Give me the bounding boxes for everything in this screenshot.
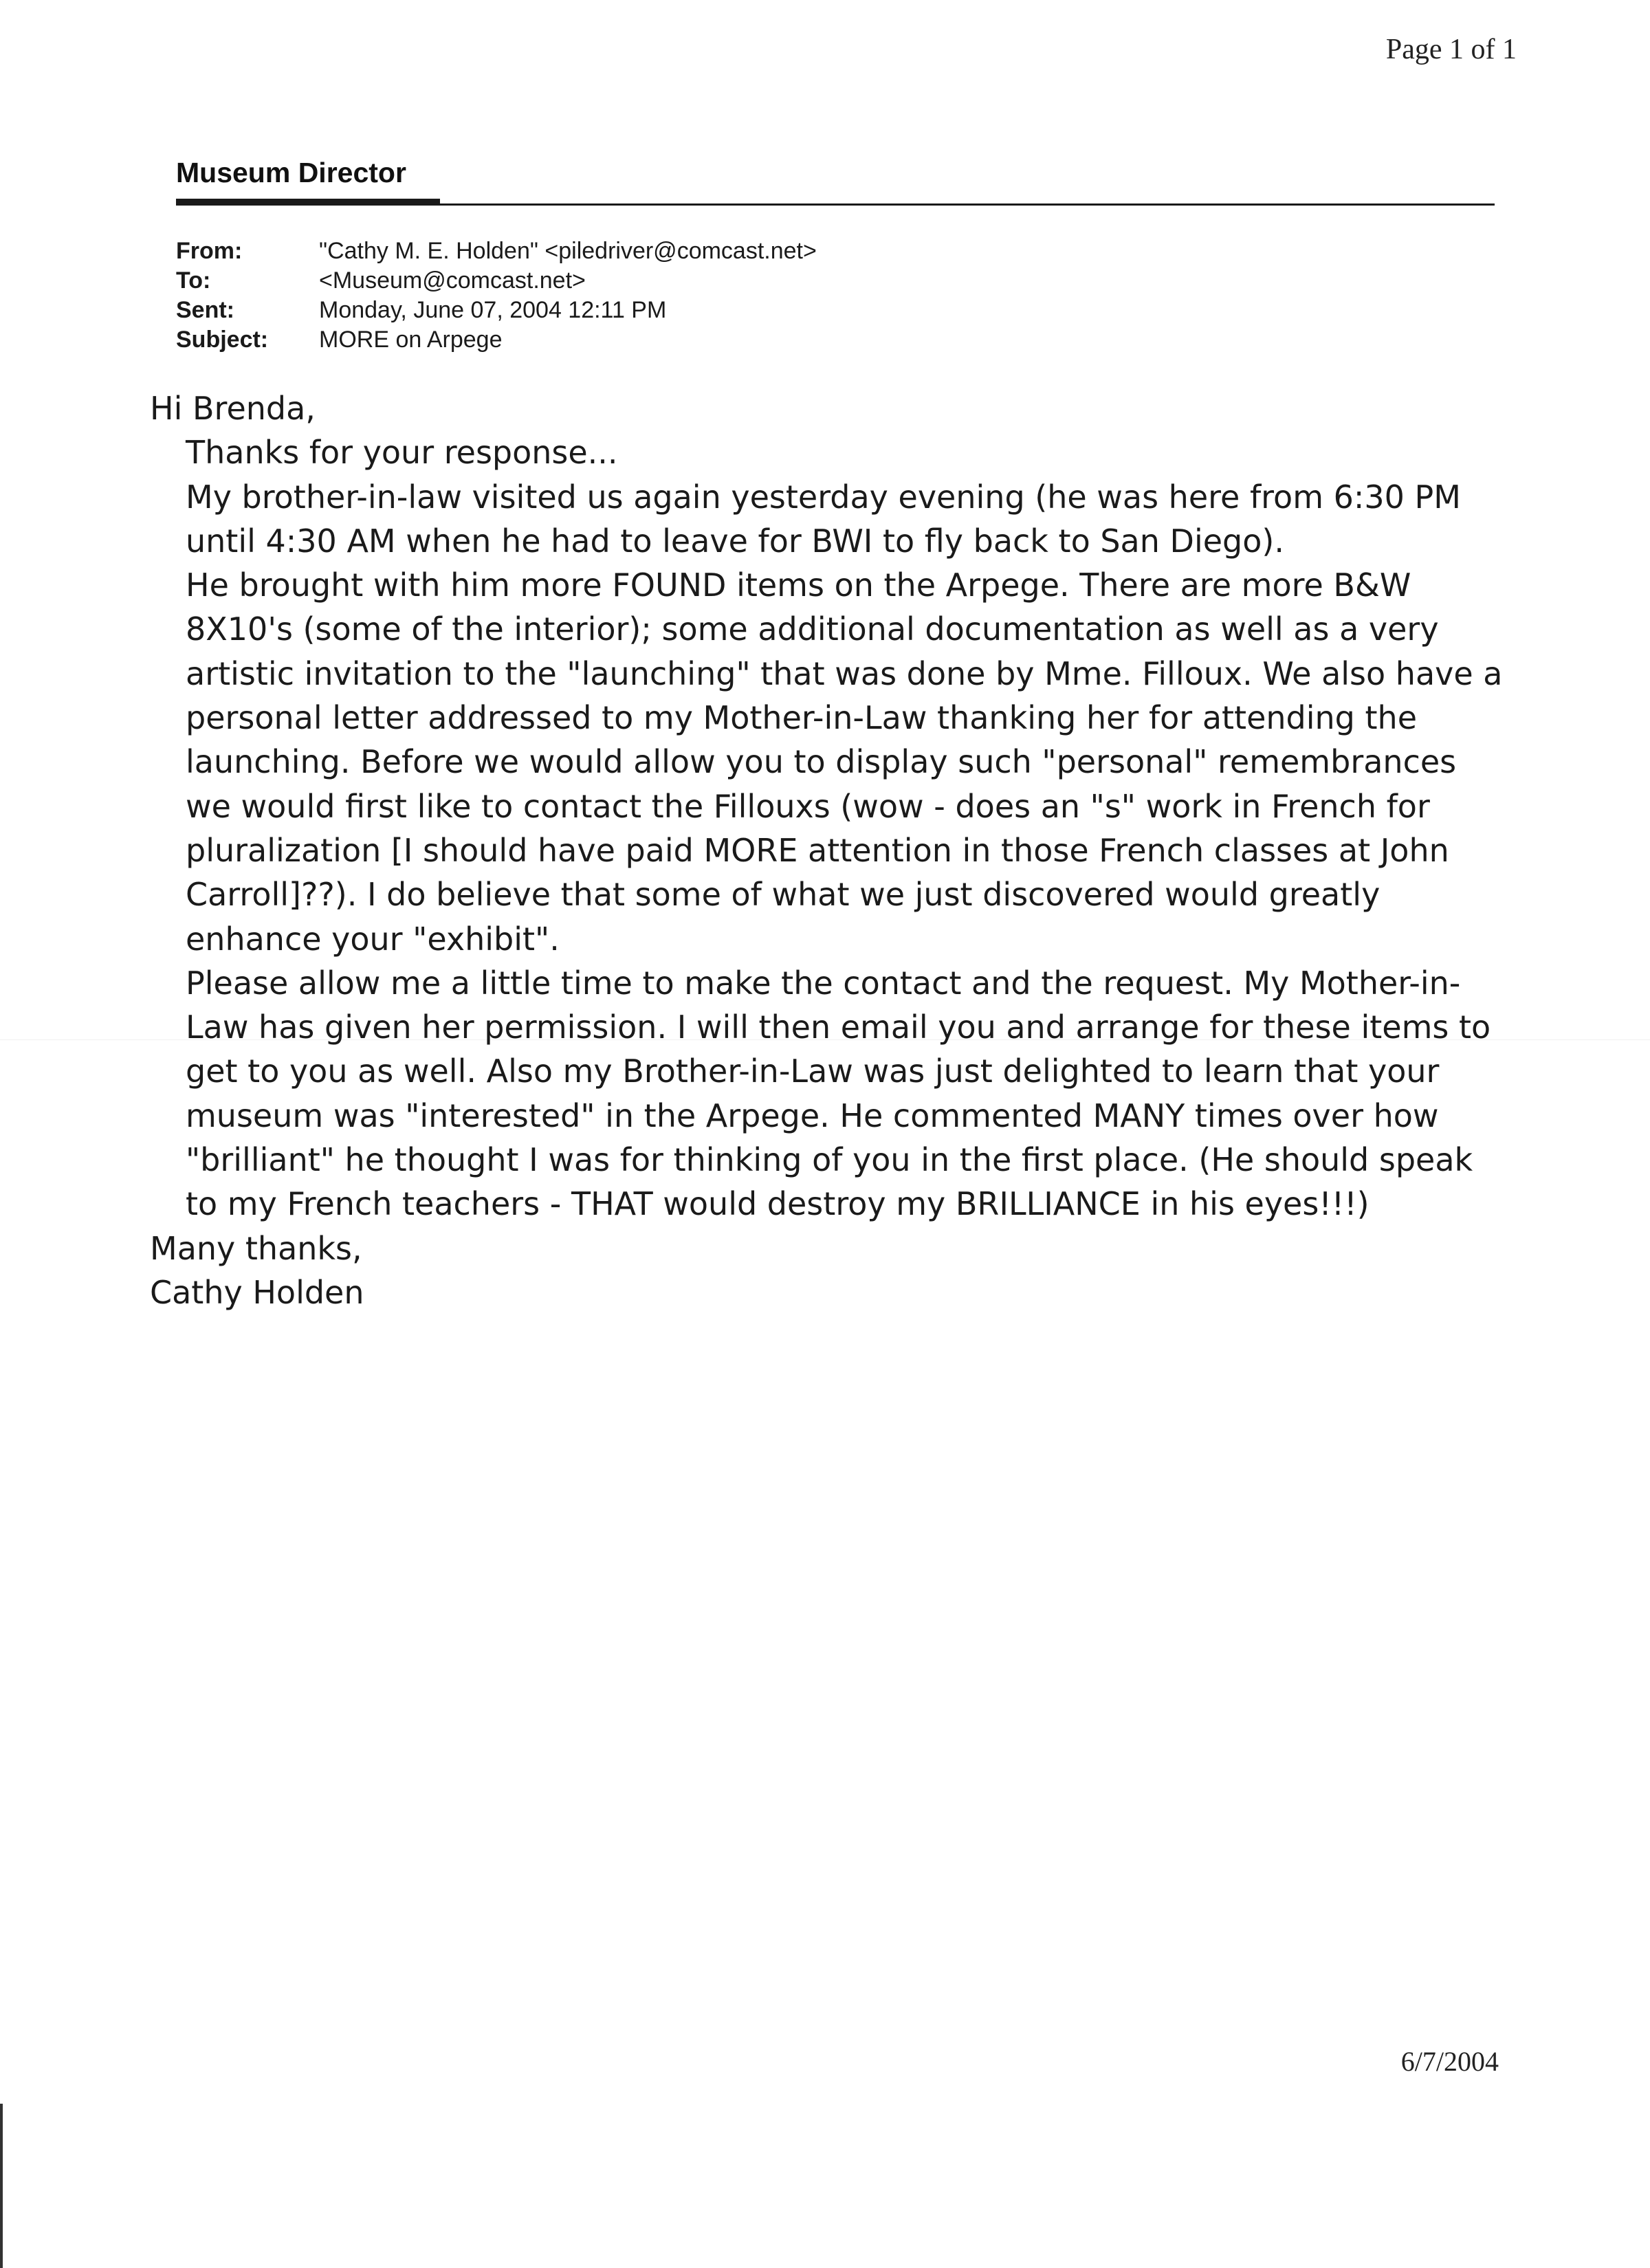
subject-label: Subject:: [176, 327, 269, 353]
from-label: From:: [176, 238, 243, 264]
subject-value: MORE on Arpege: [319, 327, 503, 353]
body-paragraph-2: My brother-in-law visited us again yesterday evening (he was here from 6:30 PM until 4:30 AM when he had to leave for BWI to fly back to San Diego).: [186, 478, 1461, 560]
paper-fold-line: [0, 1039, 1650, 1040]
subject-row: [176, 325, 817, 355]
to-label: To:: [176, 267, 211, 294]
greeting: Hi Brenda,: [150, 390, 316, 427]
email-body: [150, 386, 1511, 1314]
body-paragraph-4: Please allow me a little time to make the contact and the request. My Mother-in-Law has given her permission. I will then email you and arrange for these items to get to you as well. Also my Brother-in-Law was just delighted to learn that your museum was "interested" in the Arpege. He commented MANY times over how "brilliant" he thought I was for thinking of you in the first place. (He should speak to my French teachers - THAT would destroy my BRILLIANCE in his eyes!!!): [186, 964, 1491, 1223]
from-row: [176, 236, 817, 266]
signature: Cathy Holden: [150, 1273, 364, 1311]
scan-edge-mark: [0, 2104, 3, 2268]
sent-row: [176, 296, 817, 325]
to-value: <Museum@comcast.net>: [319, 267, 586, 294]
closing: Many thanks,: [150, 1229, 362, 1267]
sent-value: Monday, June 07, 2004 12:11 PM: [319, 297, 667, 323]
mailbox-title: Museum Director: [176, 157, 406, 188]
email-header: [176, 236, 817, 355]
from-value: "Cathy M. E. Holden" <piledriver@comcast.net>: [319, 238, 817, 264]
to-row: [176, 266, 817, 296]
body-paragraph-1: Thanks for your response...: [186, 434, 618, 472]
sent-label: Sent:: [176, 297, 234, 323]
header-divider: [176, 203, 1495, 206]
page-number: Page 1 of 1: [1385, 34, 1517, 65]
footer-date: 6/7/2004: [1400, 2046, 1499, 2077]
body-paragraph-3: He brought with him more FOUND items on the Arpege. There are more B&W 8X10's (some of the interior); some additional documentation as well as a very artistic invitation to the "launching" that was done by Mme. Filloux. We also have a personal letter addressed to my Mother-in-Law thanking her for attending the launching. Before we would allow you to display such "personal" remembrances we would first like to contact the Fillouxs (wow - does an "s" work in French for pluralization [I should have paid MORE attention in those French classes at John Carroll]??). I do believe that some of what we just discovered would greatly enhance your "exhibit".: [186, 566, 1503, 958]
